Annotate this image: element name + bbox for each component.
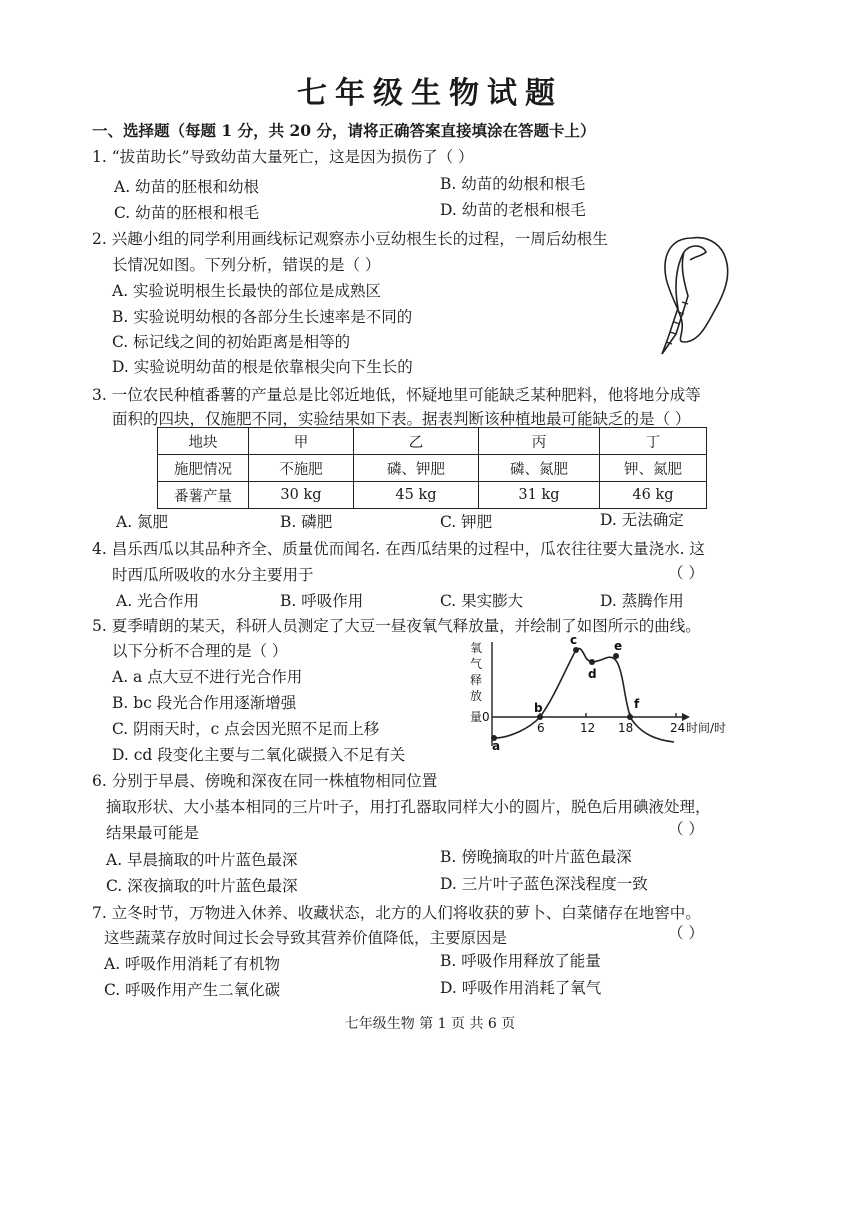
table-header-cell: 地块 xyxy=(158,428,249,455)
section-heading: 一、选择题（每题 1 分，共 20 分，请将正确答案直接填涂在答题卡上） xyxy=(92,121,596,140)
point-c-marker xyxy=(573,647,579,653)
q4-option-d: D. 蒸腾作用 xyxy=(600,592,684,610)
oxygen-release-graph xyxy=(450,628,750,758)
graph-xtick: 6 xyxy=(537,721,545,735)
q7-option-a: A. 呼吸作用消耗了有机物 xyxy=(104,955,281,973)
graph-ylabel-char: 释 xyxy=(470,673,483,687)
q7-option-b: B. 呼吸作用释放了能量 xyxy=(440,952,601,970)
q2-option-a: A. 实验说明根生长最快的部位是成熟区 xyxy=(112,282,382,300)
graph-ylabel-char: 放 xyxy=(470,689,483,703)
point-d-marker xyxy=(589,659,595,665)
q5-stem-line1: 5. 夏季晴朗的某天，科研人员测定了大豆一昼夜氧气释放量，并绘制了如图所示的曲线。 xyxy=(92,617,701,635)
graph-ylabel-char: 量 xyxy=(470,710,483,724)
table-cell: 46 kg xyxy=(600,482,707,509)
graph-origin-label: 0 xyxy=(482,710,490,724)
q7-option-d: D. 呼吸作用消耗了氧气 xyxy=(440,979,602,997)
table-header-cell: 乙 xyxy=(354,428,479,455)
table-cell: 不施肥 xyxy=(249,455,354,482)
q7-option-c: C. 呼吸作用产生二氧化碳 xyxy=(104,981,281,999)
seedling-root-figure xyxy=(640,226,750,366)
q6-stem-line2: 摘取形状、大小基本相同的三片叶子，用打孔器取同样大小的圆片，脱色后用碘液处理， xyxy=(106,798,711,816)
table-cell: 30 kg xyxy=(249,482,354,509)
point-b-label: b xyxy=(534,701,543,715)
point-f-marker xyxy=(627,714,633,720)
page-title: 七年级生物试题 xyxy=(297,76,563,111)
q4-stem-line1: 4. 昌乐西瓜以其品种齐全、质量优而闻名. 在西瓜结果的过程中，瓜农往往要大量浇水. 这 xyxy=(92,540,705,558)
q4-option-a: A. 光合作用 xyxy=(116,592,200,610)
q6-stem-line3: 结果最可能是 xyxy=(106,824,200,842)
graph-xlabel: 时间/时 xyxy=(686,721,727,735)
table-header-cell: 丁 xyxy=(600,428,707,455)
table-cell: 45 kg xyxy=(354,482,479,509)
q5-stem-line2: 以下分析不合理的是（ ） xyxy=(112,642,288,660)
q1-option-c: C. 幼苗的胚根和根毛 xyxy=(114,204,260,222)
x-axis-arrow xyxy=(682,713,690,721)
q7-stem-line1: 7. 立冬时节，万物进入休养、收藏状态，北方的人们将收获的萝卜、白菜储存在地窖中。 xyxy=(92,904,701,922)
graph-ylabel-char: 氧 xyxy=(470,641,483,655)
q1-option-b: B. 幼苗的幼根和根毛 xyxy=(440,175,586,193)
q7-answer-paren: （ ） xyxy=(668,924,704,942)
page-footer: 七年级生物 第 1 页 共 6 页 xyxy=(344,1016,516,1032)
graph-xtick: 24 xyxy=(670,721,686,735)
q1-option-d: D. 幼苗的老根和根毛 xyxy=(440,201,586,219)
point-e-marker xyxy=(613,653,619,659)
q6-option-b: B. 傍晚摘取的叶片蓝色最深 xyxy=(440,848,632,866)
q5-option-c: C. 阴雨天时，c 点会因光照不足而上移 xyxy=(112,720,380,738)
table-header-cell: 甲 xyxy=(249,428,354,455)
point-c-label: c xyxy=(570,633,578,647)
q3-option-a: A. 氮肥 xyxy=(116,513,169,531)
q3-option-d: D. 无法确定 xyxy=(600,511,684,529)
q4-option-b: B. 呼吸作用 xyxy=(280,592,364,610)
table-cell: 施肥情况 xyxy=(158,455,249,482)
q5-option-a: A. a 点大豆不进行光合作用 xyxy=(112,668,303,686)
table-header-row xyxy=(158,428,707,455)
q6-option-a: A. 早晨摘取的叶片蓝色最深 xyxy=(106,851,298,869)
table-cell: 钾、氮肥 xyxy=(600,455,707,482)
q6-stem-line1: 6. 分别于早晨、傍晚和深夜在同一株植物相同位置 xyxy=(92,772,438,790)
table-cell: 31 kg xyxy=(479,482,600,509)
q1-stem: 1. “拔苗助长”导致幼苗大量死亡，这是因为损伤了（ ） xyxy=(92,148,474,166)
fertilizer-yield-table xyxy=(157,427,707,509)
q7-stem-line2: 这些蔬菜存放时间过长会导致其营养价值降低，主要原因是 xyxy=(104,929,508,947)
table-cell: 番薯产量 xyxy=(158,482,249,509)
q6-option-d: D. 三片叶子蓝色深浅程度一致 xyxy=(440,875,648,893)
q4-answer-paren: （ ） xyxy=(668,564,704,582)
q2-option-c: C. 标记线之间的初始距离是相等的 xyxy=(112,333,351,351)
q3-option-b: B. 磷肥 xyxy=(280,513,333,531)
q1-option-a: A. 幼苗的胚根和幼根 xyxy=(114,178,260,196)
q3-stem-line1: 3. 一位农民种植番薯的产量总是比邻近地低，怀疑地里可能缺乏某种肥料，他将地分成等 xyxy=(92,386,701,404)
q3-stem-line2: 面积的四块，仅施肥不同，实验结果如下表。据表判断该种植地最可能缺乏的是（ ） xyxy=(112,410,691,428)
q5-option-d: D. cd 段变化主要与二氧化碳摄入不足有关 xyxy=(112,746,406,764)
table-header-cell: 丙 xyxy=(479,428,600,455)
graph-ylabel-char: 气 xyxy=(470,657,483,671)
table-cell: 磷、钾肥 xyxy=(354,455,479,482)
q3-option-c: C. 钾肥 xyxy=(440,513,493,531)
q2-option-b: B. 实验说明幼根的各部分生长速率是不同的 xyxy=(112,308,413,326)
point-d-label: d xyxy=(588,667,597,681)
table-cell: 磷、氮肥 xyxy=(479,455,600,482)
graph-xtick: 18 xyxy=(618,721,634,735)
table-row xyxy=(158,482,707,509)
point-f-label: f xyxy=(634,697,640,711)
q2-stem-line2: 长情况如图。下列分析，错误的是（ ） xyxy=(112,256,381,274)
q6-option-c: C. 深夜摘取的叶片蓝色最深 xyxy=(106,877,298,895)
point-e-label: e xyxy=(614,639,623,653)
q4-option-c: C. 果实膨大 xyxy=(440,592,524,610)
graph-xtick: 12 xyxy=(580,721,596,735)
q2-option-d: D. 实验说明幼苗的根是依靠根尖向下生长的 xyxy=(112,358,413,376)
q5-option-b: B. bc 段光合作用逐渐增强 xyxy=(112,694,297,712)
q4-stem-line2: 时西瓜所吸收的水分主要用于 xyxy=(112,566,314,584)
q6-answer-paren: （ ） xyxy=(668,820,704,838)
table-row xyxy=(158,455,707,482)
point-a-label: a xyxy=(492,739,501,753)
q2-stem-line1: 2. 兴趣小组的同学利用画线标记观察赤小豆幼根生长的过程，一周后幼根生 xyxy=(92,230,608,248)
